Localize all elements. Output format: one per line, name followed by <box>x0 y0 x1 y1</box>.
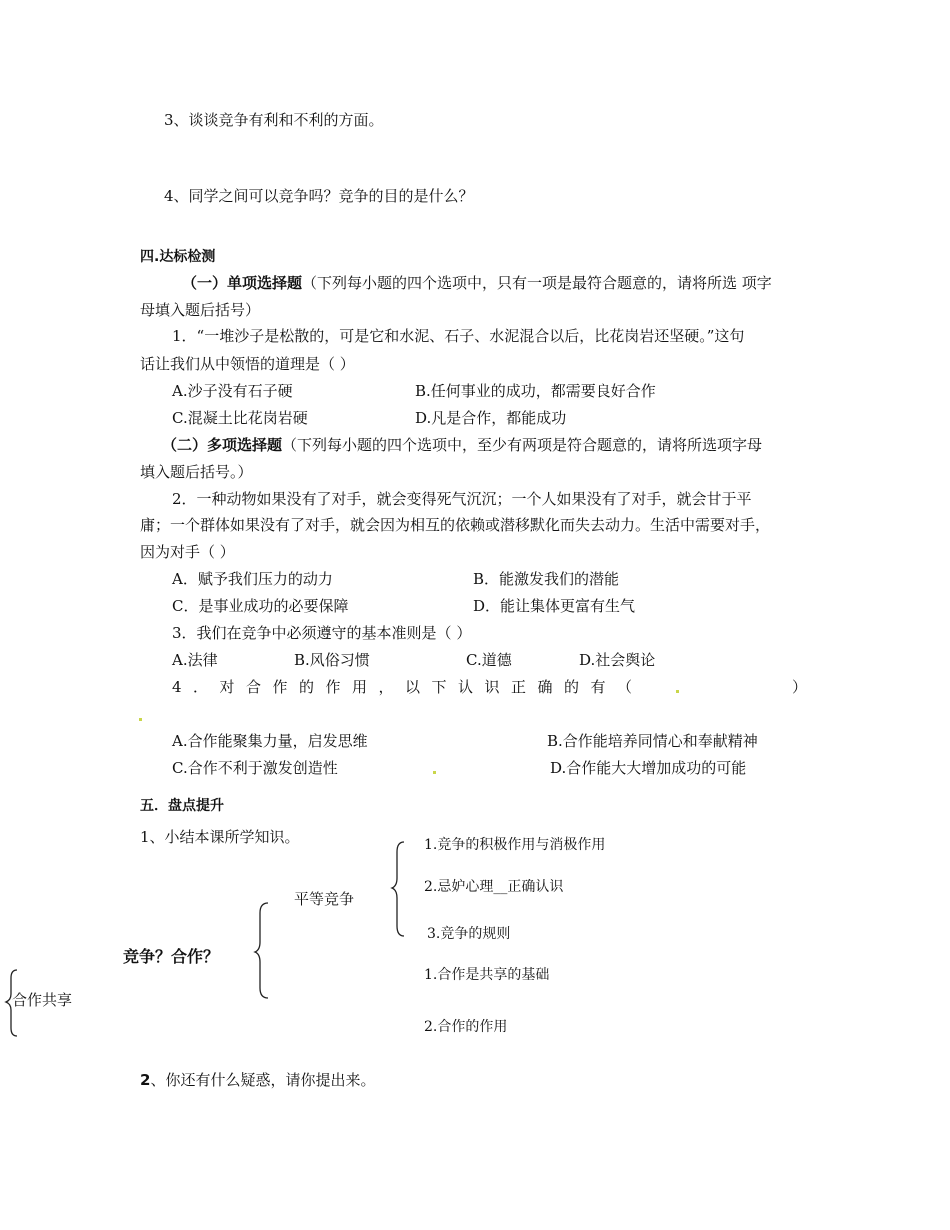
doubts-prompt-number: 2 <box>140 1071 151 1089</box>
diagram-branch-cooperation: 合作共享 <box>12 991 73 1009</box>
diagram-branch-competition: 平等竞争 <box>294 890 355 908</box>
q4-option-a: A.合作能聚集力量，启发思维 <box>172 732 368 750</box>
doubts-prompt <box>140 1070 375 1090</box>
q3-option-c: C.道德 <box>466 651 512 669</box>
competition-item-1: 1.竞争的积极作用与消极作用 <box>424 837 606 853</box>
summary-prompt: 1、小结本课所学知识。 <box>140 828 300 846</box>
q1-option-a: A.沙子没有石子硬 <box>172 382 293 400</box>
part-2-instruction: （下列每小题的四个选项中，至少有两项是符合题意的，请将所选项字母 <box>282 436 763 454</box>
q4-option-d: D.合作能大大增加成功的可能 <box>550 759 747 777</box>
q4-option-b: B.合作能培养同情心和奉献精神 <box>547 732 758 750</box>
q3-option-a: A.法律 <box>172 651 218 669</box>
part-2-heading: （二）多项选择题 <box>162 436 283 454</box>
q2-option-b: B．能激发我们的潜能 <box>473 570 620 588</box>
part-1-instruction: （下列每小题的四个选项中，只有一项是最符合题意的，请将所选 项字 <box>302 274 772 292</box>
q3-option-d: D.社会舆论 <box>579 651 656 669</box>
q1-option-b: B.任何事业的成功，都需要良好合作 <box>415 382 656 400</box>
part-2-instruction-cont: 填入题后括号。） <box>140 463 253 481</box>
competition-item-2: 2.忌妒心理__正确认识 <box>424 879 564 895</box>
q1-line-1: 1．“一堆沙子是松散的，可是它和水泥、石子、水泥混合以后，比花岗岩还坚硬。”这句 <box>172 327 745 345</box>
q3-option-b: B.风俗习惯 <box>294 651 370 669</box>
q4-option-c: C.合作不利于激发创造性 <box>172 759 338 777</box>
question-3: 3、谈谈竞争有利和不利的方面。 <box>164 111 384 129</box>
diagram-root: 竞争？合作？ <box>123 947 220 966</box>
q2-line-1: 2．一种动物如果没有了对手，就会变得死气沉沉；一个人如果没有了对手，就会甘于平 <box>172 490 752 508</box>
q2-option-d: D．能让集体更富有生气 <box>473 597 636 615</box>
q2-option-a: A．赋予我们压力的动力 <box>172 570 333 588</box>
question-4: 4、同学之间可以竞争吗？竞争的目的是什么？ <box>164 187 474 205</box>
q2-option-c: C．是事业成功的必要保障 <box>172 597 349 615</box>
part-1-instruction-cont: 母填入题后括号） <box>140 301 261 319</box>
q3-multi: 3．我们在竞争中必须遵守的基本准则是（ ） <box>172 624 472 642</box>
q4-close-paren: ） <box>792 678 808 696</box>
q1-option-c: C.混凝土比花岗岩硬 <box>172 409 308 427</box>
q1-option-d: D.凡是合作，都能成功 <box>415 409 567 427</box>
competition-item-3: 3.竞争的规则 <box>427 926 511 942</box>
cooperation-item-2: 2.合作的作用 <box>424 1019 508 1035</box>
doubts-prompt-text: 、你还有什么疑惑，请你提出来。 <box>150 1071 376 1089</box>
section-4-title: 四.达标检测 <box>140 249 216 265</box>
cooperation-item-1: 1.合作是共享的基础 <box>424 967 550 983</box>
q1-line-2: 话让我们从中领悟的道理是（ ） <box>140 355 355 373</box>
section-5-title: 五．盘点提升 <box>140 798 224 814</box>
part-1-heading: （一）单项选择题 <box>182 274 303 292</box>
q2-line-3: 因为对手（ ） <box>140 543 235 561</box>
brace-root <box>255 903 268 998</box>
brace-cooperation <box>6 970 17 1036</box>
q2-line-2: 庸；一个群体如果没有了对手，就会因为相互的依赖或潜移默化而失去动力。生活中需要对手， <box>140 516 771 534</box>
brace-competition-items <box>392 842 404 936</box>
q4-multi: 4．对合作的作用，以下认识正确的有（ <box>172 678 644 696</box>
